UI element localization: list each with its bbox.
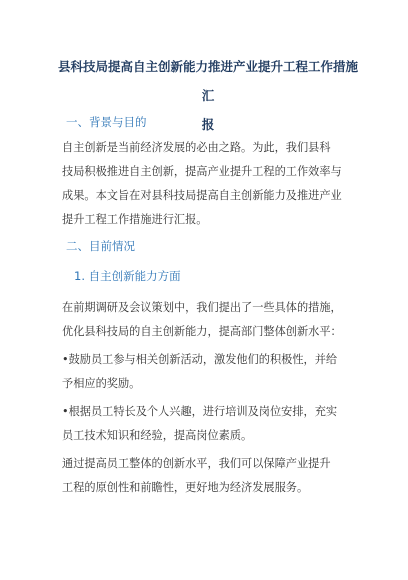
paragraph-measures: 在前期调研及会议策划中，我们提出了一些具体的措施， 优化县科技局的自主创新能力，提高部门整体创新水平： bbox=[62, 301, 342, 338]
section-heading-current: 二、目前情况 bbox=[66, 239, 135, 253]
bullet-item: •鼓励员工参与相关创新活动，激发他们的积极性，并给 予相应的奖励。 bbox=[62, 353, 338, 390]
paragraph-closing: 通过提高员工整体的创新水平，我们可以保障产业提升 工程的原创性和前瞻性，更好地为经济发展服务。 bbox=[62, 457, 331, 494]
paragraph-background: 自主创新是当前经济发展的必由之路。为此，我们县科 技局积极推进自主创新，提高产业提升工程的工作效率与 成果。本文旨在对县科技局提高自主创新能力及推进产业 提升工程工作措施进行汇报。 bbox=[62, 141, 342, 226]
section-heading-background: 一、背景与目的 bbox=[66, 115, 147, 129]
document-title: 县科技局提高自主创新能力推进产业提升工程工作措施汇 报 bbox=[58, 59, 359, 132]
subheading-innovation: 1. 自主创新能力方面 bbox=[74, 269, 181, 283]
bullet-item: •根据员工特长及个人兴趣，进行培训及岗位安排，充实 员工技术知识和经验，提高岗位素质。 bbox=[62, 405, 338, 442]
